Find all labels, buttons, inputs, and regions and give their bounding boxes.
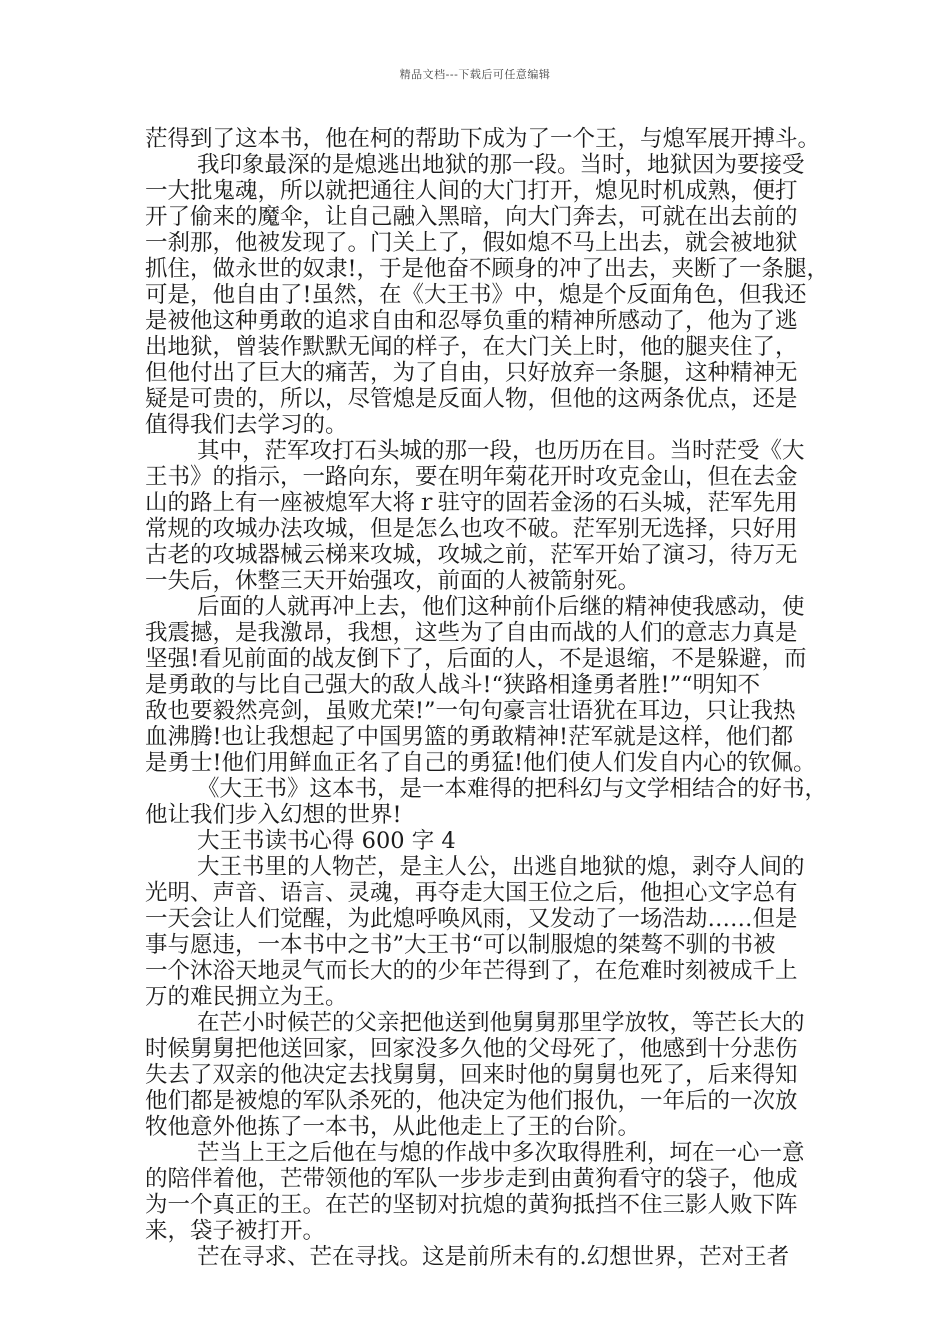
text-line: 后面的人就再冲上去，他们这种前仆后继的精神使我感动，使 <box>197 594 805 620</box>
text-line: 芒当上王之后他在与熄的作战中多次取得胜利，坷在一心一意 <box>197 1140 805 1166</box>
text-line: 来，袋子被打开。 <box>145 1218 326 1244</box>
text-line: 是被他这种勇敢的追求自由和忍辱负重的精神所感动了，他为了逃 <box>145 308 798 334</box>
text-line: 古老的攻城器械云梯来攻城，攻城之前，茫军开始了演习，待万无 <box>145 542 798 568</box>
text-line: 出地狱，曾装作默默无闻的样子，在大门关上时，他的腿夹住了， <box>145 334 798 360</box>
text-line: 大王书里的人物芒，是主人公，出逃自地狱的熄，剥夺人间的 <box>197 854 805 880</box>
page-header: 精品文档---下载后可任意编辑 <box>399 68 551 81</box>
text-line: 时候舅舅把他送回家，回家没多久他的父母死了，他感到十分悲伤 <box>145 1036 798 1062</box>
text-line: 抓住，做永世的奴隶!，于是他奋不顾身的冲了出去，夹断了一条腿， <box>145 256 830 282</box>
text-line: 失去了双亲的他决定去找舅舅，回来时他的舅舅也死了，后来得知 <box>145 1062 798 1088</box>
text-line: 王书》的指示，一路向东，要在明年菊花开时攻克金山，但在去金 <box>145 464 798 490</box>
text-line: 我印象最深的是熄逃出地狱的那一段。当时，地狱因为要接受 <box>197 152 805 178</box>
text-line: 大王书读书心得 600 字 4 <box>197 828 456 854</box>
text-line: 血沸腾!也让我想起了中国男篮的勇敢精神!茫军就是这样，他们都 <box>145 724 794 750</box>
text-line: 他们都是被熄的军队杀死的，他决定为他们报仇，一年后的一次放 <box>145 1088 798 1114</box>
text-line: 但他付出了巨大的痛苦，为了自由，只好放弃一条腿，这种精神无 <box>145 360 798 386</box>
text-line: 坚强!看见前面的战友倒下了，后面的人，不是退缩，不是躲避，而 <box>145 646 807 672</box>
text-line: 一个沐浴天地灵气而长大的的少年芒得到了，在危难时刻被成千上 <box>145 958 798 984</box>
text-line: 《大王书》这本书，是一本难得的把科幻与文学相结合的好书， <box>197 776 828 802</box>
text-line: 其中，茫军攻打石头城的那一段，也历历在目。当时茫受《大 <box>197 438 805 464</box>
text-line: 一刹那，他被发现了。门关上了，假如熄不马上出去，就会被地狱 <box>145 230 798 256</box>
text-line: 的陪伴着他，芒带领他的军队一步步走到由黄狗看守的袋子，他成 <box>145 1166 798 1192</box>
text-line: 为一个真正的王。在芒的坚韧对抗熄的黄狗抵挡不住三影人败下阵 <box>145 1192 798 1218</box>
text-line: 光明、声音、语言、灵魂，再夺走大国王位之后，他担心文字总有 <box>145 880 798 906</box>
text-line: 值得我们去学习的。 <box>145 412 348 438</box>
text-line: 一天会让人们觉醒，为此熄呼唤风雨，又发动了一场浩劫……但是 <box>145 906 798 932</box>
text-line: 疑是可贵的，所以，尽管熄是反面人物，但他的这两条优点，还是 <box>145 386 798 412</box>
text-line: 一大批鬼魂，所以就把通往人间的大门打开，熄见时机成熟，便打 <box>145 178 798 204</box>
text-line: 牧他意外他拣了一本书，从此他走上了王的台阶。 <box>145 1114 641 1140</box>
text-line: 山的路上有一座被熄军大将ｒ驻守的固若金汤的石头城，茫军先用 <box>145 490 798 516</box>
document-body <box>145 126 830 1270</box>
text-line: 开了偷来的魔伞，让自己融入黑暗，向大门奔去，可就在出去前的 <box>145 204 798 230</box>
text-line: 一失后，休整三天开始强攻，前面的人被箭射死。 <box>145 568 641 594</box>
text-line: 是勇士!他们用鲜血正名了自己的勇猛!他们使人们发自内心的钦佩。 <box>145 750 816 776</box>
text-line: 芒在寻求、芒在寻找。这是前所未有的.幻想世界，芒对王者 <box>197 1244 790 1270</box>
text-line: 常规的攻城办法攻城，但是怎么也攻不破。茫军别无选择，只好用 <box>145 516 798 542</box>
text-line: 是勇敢的与比自己强大的敌人战斗!“狭路相逢勇者胜!”“明知不 <box>145 672 761 698</box>
text-line: 我震撼，是我激昂，我想，这些为了自由而战的人们的意志力真是 <box>145 620 798 646</box>
text-line: 他让我们步入幻想的世界! <box>145 802 402 828</box>
text-line: 茫得到了这本书，他在柯的帮助下成为了一个王，与熄军展开搏斗。 <box>145 126 821 152</box>
text-line: 可是，他自由了!虽然，在《大王书》中，熄是个反面角色，但我还 <box>145 282 807 308</box>
text-line: 在芒小时候芒的父亲把他送到他舅舅那里学放牧，等芒长大的 <box>197 1010 805 1036</box>
text-line: 敌也要毅然亮剑，虽败尤荣!”一句句豪言壮语犹在耳边，只让我热 <box>145 698 796 724</box>
text-line: 事与愿违，一本书中之书”大王书“可以制服熄的桀骜不驯的书被 <box>145 932 776 958</box>
text-line: 万的难民拥立为王。 <box>145 984 348 1010</box>
